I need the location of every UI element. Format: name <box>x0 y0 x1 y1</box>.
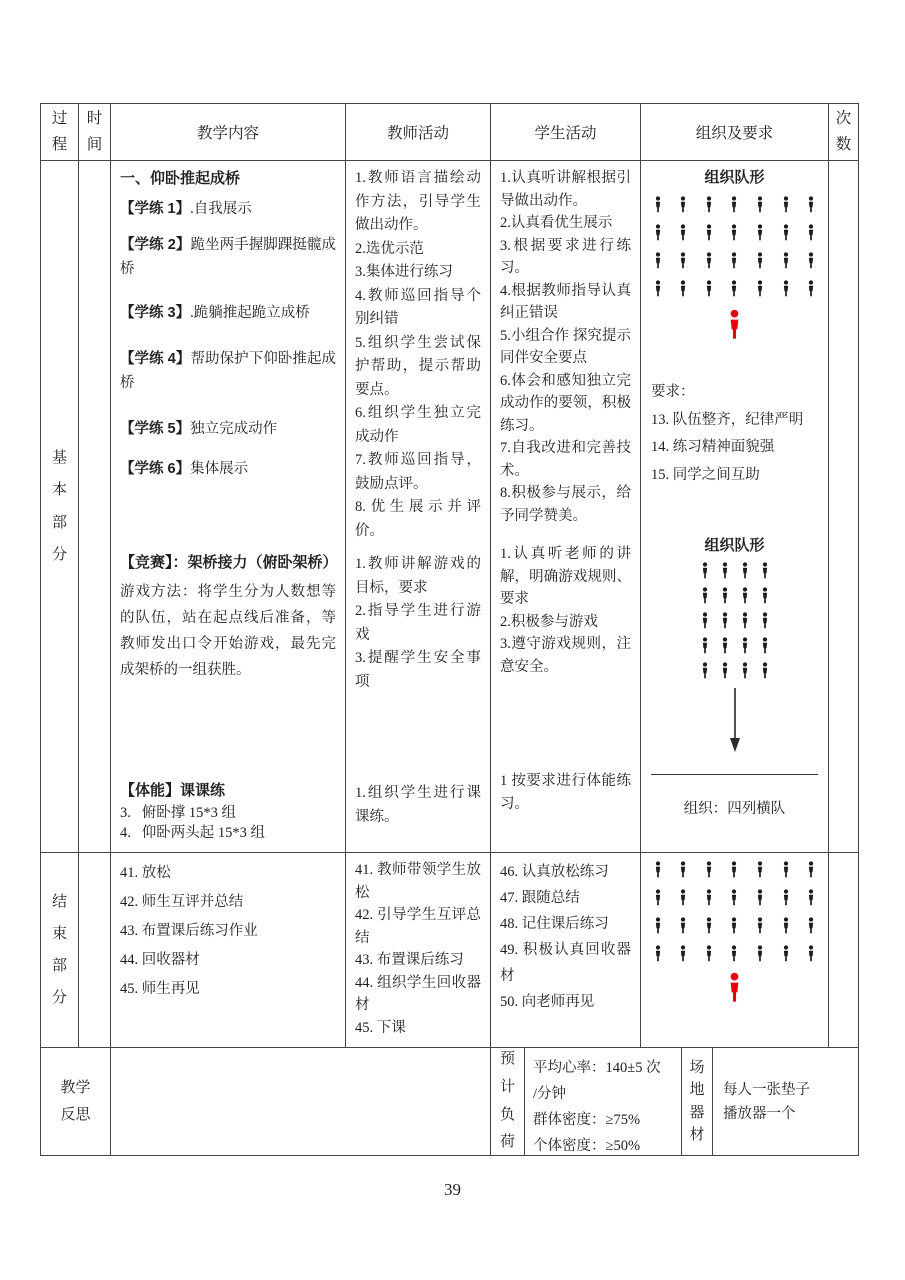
heart-rate-line: 平均心率：140±5 次 <box>533 1060 661 1076</box>
student-figure-row <box>701 637 769 654</box>
requirement-item: 15. 同学之间互助 <box>651 466 760 483</box>
student-figure-row <box>701 612 769 629</box>
ending-content-step: 43. 布置课后练习作业 <box>120 923 258 939</box>
ending-content-step: 42. 师生互评并总结 <box>120 894 244 910</box>
teacher-game-step: 3.提醒学生安全事项 <box>355 650 481 690</box>
teacher-figure-icon <box>727 972 742 1008</box>
equipment-line: 每人一张垫子 <box>723 1081 810 1098</box>
formation-grid-basic <box>654 196 816 297</box>
game-title: 【竞赛】：架桥接力（俯卧架桥） <box>120 554 338 571</box>
drill-item: 【学练 6】集体展示 <box>120 461 249 477</box>
student-game-step: 2.积极参与游戏 <box>500 613 598 630</box>
reflection-blank-cell <box>111 1048 491 1156</box>
student-figure-row <box>654 861 816 878</box>
lesson-plan-table <box>40 103 859 1156</box>
teacher-game-step: 2.指导学生进行游戏 <box>355 603 481 643</box>
teacher-step: 2.选优示范 <box>355 240 424 257</box>
stage-label-ending: 结束部分 <box>41 853 79 1048</box>
header-count: 次数 <box>829 104 859 161</box>
drill-item: 【学练 4】帮助保护下仰卧推起成桥 <box>120 351 337 391</box>
student-figure-row <box>654 917 816 934</box>
student-step: 2.认真看优生展示 <box>500 215 613 231</box>
teacher-game-step: 1.教师讲解游戏的目标，要求 <box>355 556 481 596</box>
requirement-item: 13. 队伍整齐，纪律严明 <box>651 411 804 428</box>
drill-item: 【学练 3】.跪躺推起跪立成桥 <box>120 305 310 321</box>
ending-teacher-step: 42. 引导学生互评总结 <box>355 907 481 946</box>
header-process: 过程 <box>41 104 79 161</box>
student-figure-row <box>654 889 816 906</box>
teacher-step: 5.组织学生尝试保护帮助，提示帮助要点。 <box>355 334 481 398</box>
heart-rate-unit: /分钟 <box>533 1086 567 1102</box>
student-figure-row <box>701 562 769 579</box>
time-cell-basic <box>79 161 111 853</box>
student-step: 3.根据要求进行练习。 <box>500 237 631 276</box>
teacher-figure-icon <box>727 309 742 345</box>
teacher-column-basic <box>346 161 491 853</box>
formation-grid-game <box>701 562 769 679</box>
page-number: 39 <box>444 1180 461 1199</box>
drill-item: 【学练 5】独立完成动作 <box>120 421 278 437</box>
organization-note: 组织：四列横队 <box>683 801 786 817</box>
organization-column-ending <box>641 853 829 1048</box>
load-values <box>525 1048 682 1156</box>
load-label: 预计负荷 <box>491 1048 525 1156</box>
ending-content-step: 41. 放松 <box>120 865 171 881</box>
fitness-title: 【体能】课课练 <box>120 782 226 799</box>
basic-part-row <box>41 161 859 853</box>
header-content: 教学内容 <box>111 104 346 161</box>
ending-content-step: 45. 师生再见 <box>120 981 200 997</box>
content-title: 一、仰卧推起成桥 <box>120 170 241 187</box>
ending-student-step: 49. 积极认真回收器材 <box>500 942 631 984</box>
equipment-line: 播放器一个 <box>723 1105 796 1122</box>
teacher-step: 4.教师巡回指导个别纠错 <box>355 287 481 327</box>
ending-teacher-step: 43. 布置课后练习 <box>355 952 464 968</box>
student-column-ending <box>491 853 641 1048</box>
fitness-item: 3. 俯卧撑 15*3 组 <box>120 805 236 821</box>
reflection-label: 教学反思 <box>41 1048 111 1156</box>
student-fitness-step: 1 按要求进行体能练习。 <box>500 773 631 812</box>
arrow-down-icon <box>728 687 742 758</box>
requirement-item: 14. 练习精神面貌强 <box>651 439 775 455</box>
organization-divider <box>651 774 818 775</box>
equipment-label: 场地器材 <box>682 1048 713 1156</box>
teacher-fitness-step: 1.组织学生进行课课练。 <box>355 785 481 825</box>
formation-grid-ending <box>654 861 816 962</box>
drill-item: 【学练 1】.自我展示 <box>120 201 252 217</box>
individual-density-line: 个体密度：≥50% <box>533 1138 641 1154</box>
formation-title: 组织队形 <box>704 537 765 554</box>
student-game-step: 3.遵守游戏规则，注意安全。 <box>500 636 631 675</box>
time-cell-ending <box>79 853 111 1048</box>
group-density-line: 群体密度：≥75% <box>533 1112 641 1128</box>
game-description: 游戏方法：将学生分为人数想等的队伍，站在起点线后准备，等教师发出口令开始游戏，最先完成架桥的一组获胜。 <box>120 584 336 678</box>
formation-title: 组织队形 <box>704 169 765 186</box>
header-organization: 组织及要求 <box>641 104 829 161</box>
organization-column-basic <box>641 161 829 853</box>
drill-item: 【学练 2】跪坐两手握脚踝挺髋成桥 <box>120 237 337 277</box>
ending-teacher-step: 45. 下课 <box>355 1019 406 1036</box>
ending-student-step: 48. 记住课后练习 <box>500 916 609 932</box>
header-teacher-activity: 教师活动 <box>346 104 491 161</box>
table-header-row <box>41 104 859 161</box>
header-student-activity: 学生活动 <box>491 104 641 161</box>
header-time: 时间 <box>79 104 111 161</box>
content-column-basic <box>111 161 346 853</box>
ending-part-row <box>41 853 859 1048</box>
teacher-step: 3.集体进行练习 <box>355 264 453 280</box>
ending-content-step: 44. 回收器材 <box>120 952 200 968</box>
student-game-step: 1.认真听老师的讲解，明确游戏规则、要求 <box>500 546 631 607</box>
student-step: 5.小组合作 探究提示同伴安全要点 <box>500 327 631 366</box>
teacher-step: 1.教师语言描绘动作方法，引导学生做出动作。 <box>355 170 481 233</box>
student-figure-row <box>654 252 816 269</box>
student-figure-row <box>701 587 769 604</box>
student-step: 7.自我改进和完善技术。 <box>500 440 631 479</box>
student-figure-row <box>654 945 816 962</box>
ending-teacher-step: 41. 教师带领学生放松 <box>355 862 481 901</box>
footer-row <box>41 1048 859 1156</box>
count-cell-basic <box>829 161 859 853</box>
student-step: 1.认真听讲解根据引导做出动作。 <box>500 170 631 209</box>
student-step: 8.积极参与展示，给予同学赞美。 <box>500 485 631 524</box>
student-figure-row <box>701 662 769 679</box>
equipment-values <box>713 1048 859 1156</box>
student-figure-row <box>654 196 816 213</box>
content-column-ending <box>111 853 346 1048</box>
teacher-step: 6.组织学生独立完成动作 <box>355 405 481 445</box>
count-cell-ending <box>829 853 859 1048</box>
ending-student-step: 47. 跟随总结 <box>500 890 580 906</box>
teacher-step: 8.优生展示并评价。 <box>355 499 481 539</box>
student-column-basic <box>491 161 641 853</box>
student-figure-row <box>654 224 816 241</box>
ending-teacher-step: 44. 组织学生回收器材 <box>355 974 481 1013</box>
requirements-title: 要求： <box>651 384 695 400</box>
student-step: 4.根据教师指导认真纠正错误 <box>500 282 631 321</box>
student-figure-row <box>654 280 816 297</box>
teacher-column-ending <box>346 853 491 1048</box>
fitness-item: 4. 仰卧两头起 15*3 组 <box>120 825 265 841</box>
stage-label-basic: 基本部分 <box>41 161 79 853</box>
ending-student-step: 46. 认真放松练习 <box>500 864 609 880</box>
requirements-block <box>651 379 818 489</box>
student-step: 6.体会和感知独立完成动作的要领，积极练习。 <box>500 372 631 434</box>
ending-student-step: 50. 向老师再见 <box>500 994 595 1010</box>
teacher-step: 7.教师巡回指导，鼓励点评。 <box>355 452 481 492</box>
